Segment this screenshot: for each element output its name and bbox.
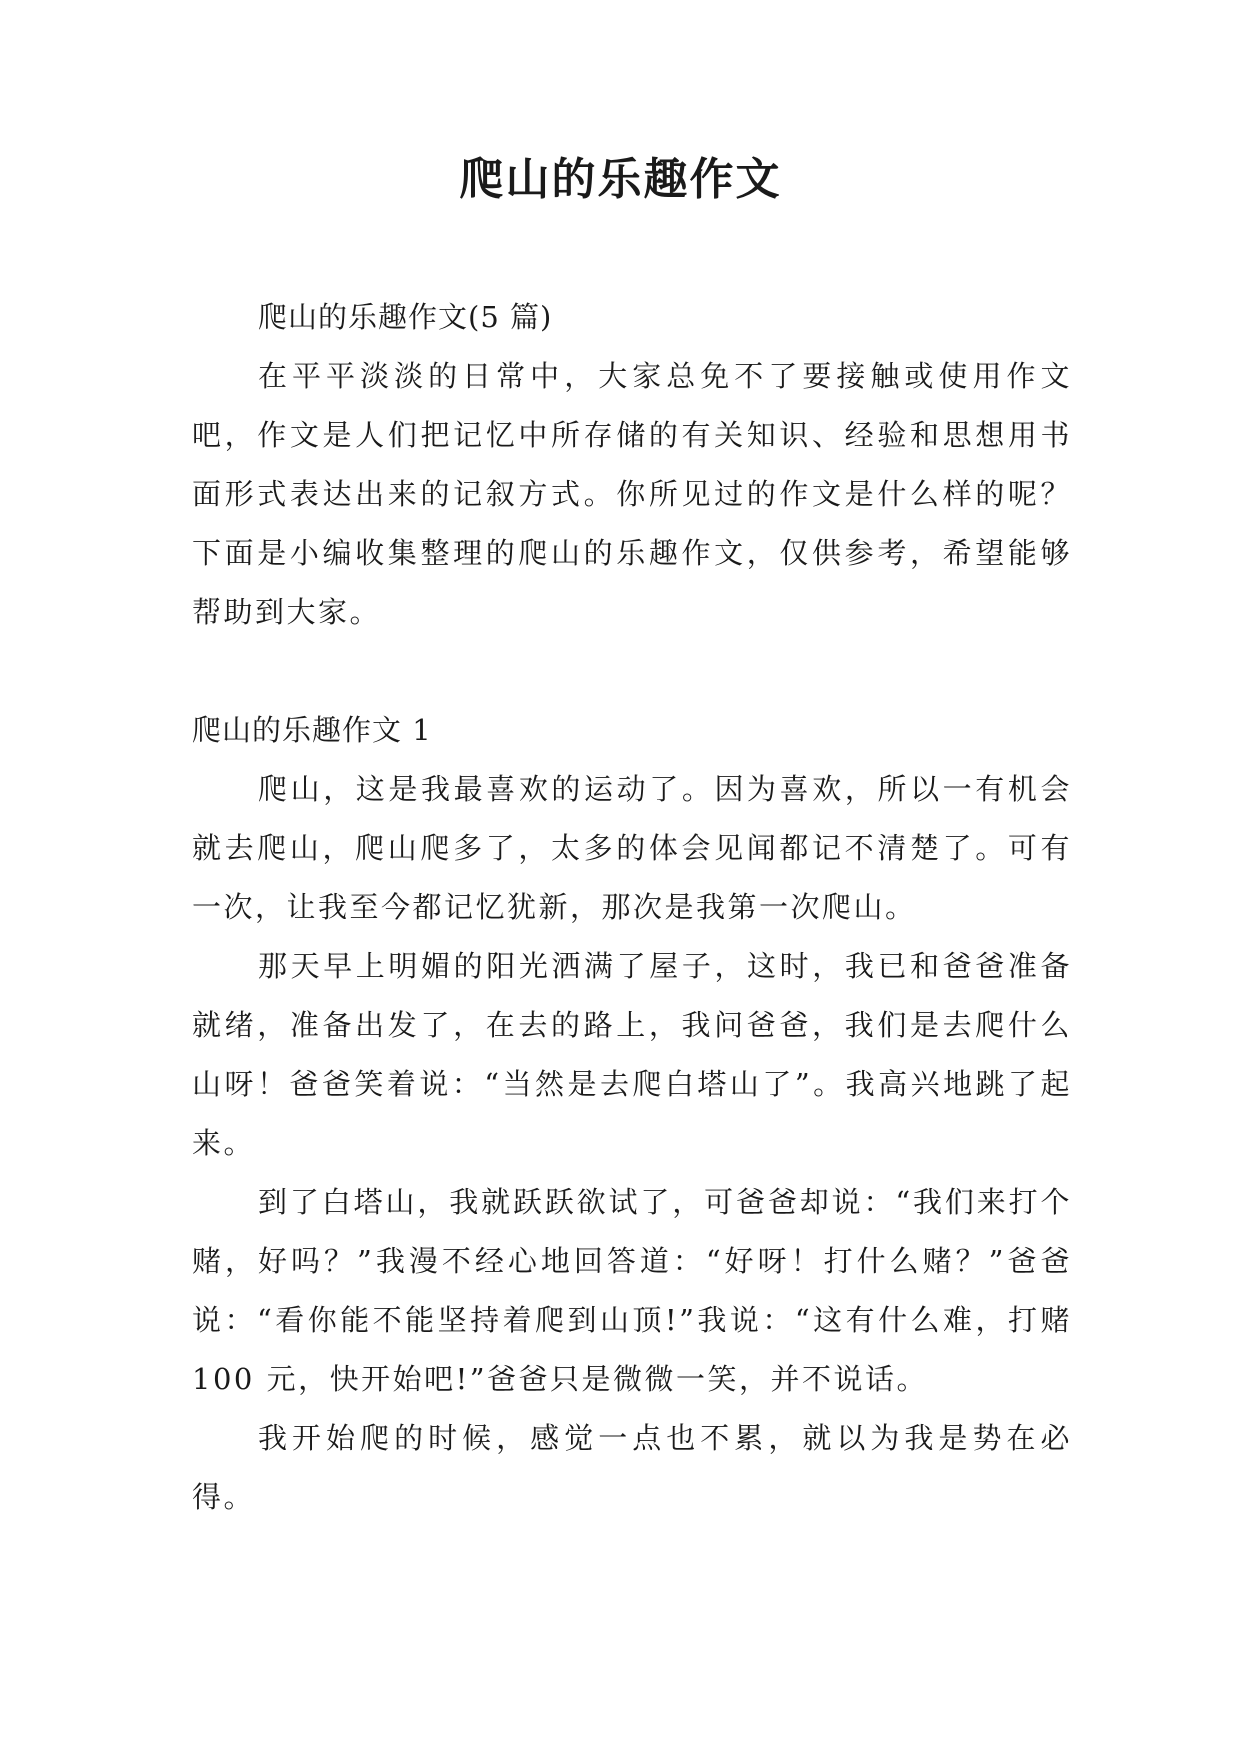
section-heading: 爬山的乐趣作文 1 [192,713,432,747]
body-paragraph-1: 爬山，这是我最喜欢的运动了。因为喜欢，所以一有机会就去爬山，爬山爬多了，太多的体会见闻都记不清楚了。可有一次，让我至今都记忆犹新，那次是我第一次爬山。 [192,772,1072,924]
body-paragraph-3: 到了白塔山，我就跃跃欲试了，可爸爸却说：“我们来打个赌，好吗？”我漫不经心地回答道：“好呀！打什么赌？”爸爸说：“看你能不能坚持着爬到山顶!”我说：“这有什么难，打赌 100 元，快开始吧!”爸爸只是微微一笑，并不说话。 [192,1185,1072,1396]
body-paragraph-2: 那天早上明媚的阳光洒满了屋子，这时，我已和爸爸准备就绪，准备出发了，在去的路上，我问爸爸，我们是去爬什么山呀！爸爸笑着说：“当然是去爬白塔山了”。我高兴地跳了起来。 [192,949,1072,1160]
document-body [192,288,1072,1527]
intro-paragraph: 在平平淡淡的日常中，大家总免不了要接触或使用作文吧，作文是人们把记忆中所存储的有关知识、经验和思想用书面形式表达出来的记叙方式。你所见过的作文是什么样的呢？下面是小编收集整理的爬山的乐趣作文，仅供参考，希望能够帮助到大家。 [192,359,1072,629]
body-paragraph-4: 我开始爬的时候，感觉一点也不累，就以为我是势在必得。 [192,1421,1072,1514]
document-subtitle: 爬山的乐趣作文(5 篇) [258,300,553,334]
document-title: 爬山的乐趣作文 [459,154,782,205]
